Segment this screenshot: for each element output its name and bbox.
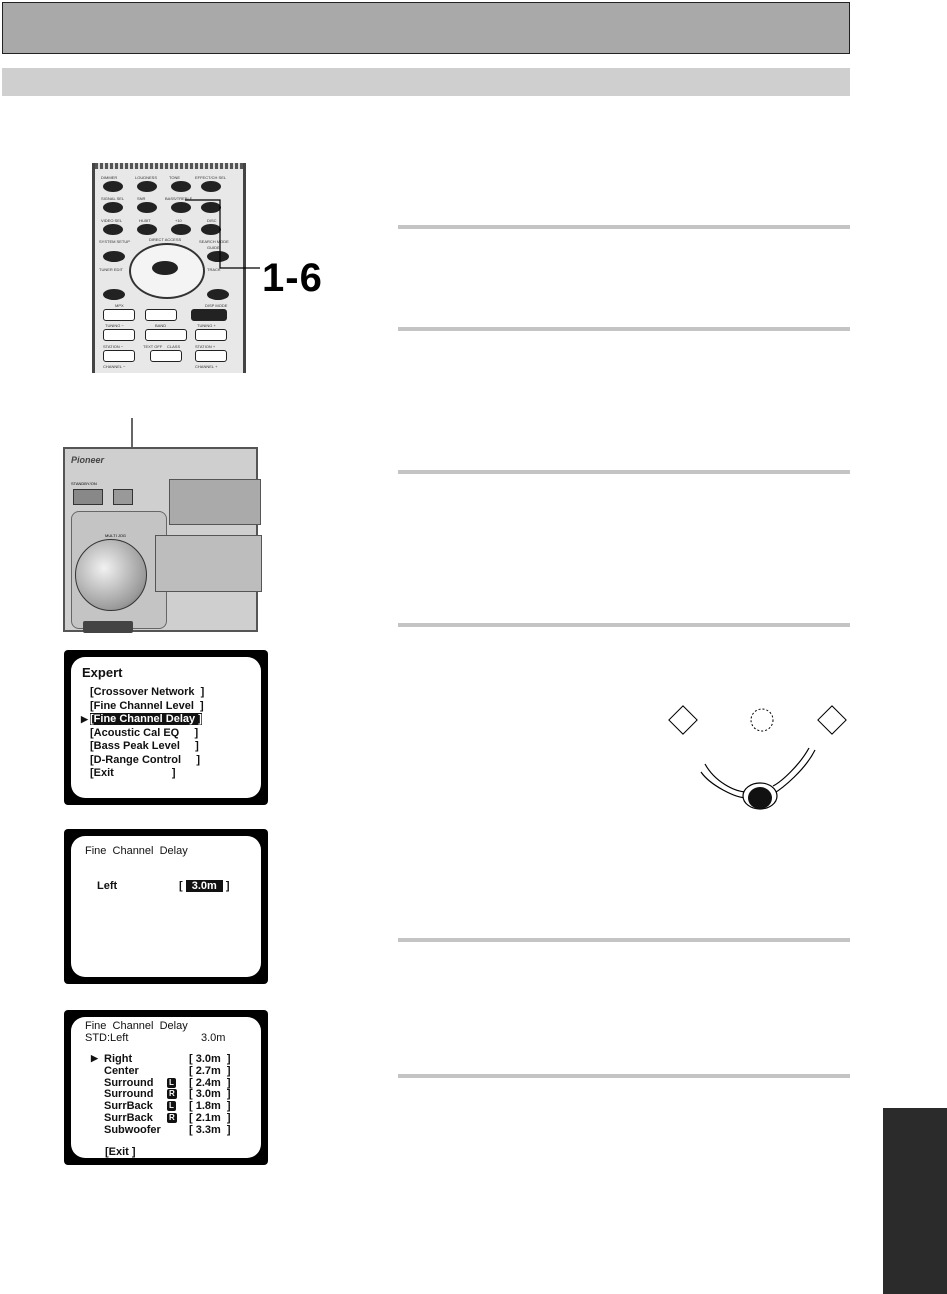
list-row-channel-tag: R (169, 1113, 175, 1122)
remote-label-disp-mode: DISP MODE (205, 303, 228, 308)
remote-prev-button (103, 350, 135, 362)
remote-menu-button (103, 251, 125, 262)
list-row-name[interactable]: SurrBack (104, 1112, 153, 1124)
remote-record-button (103, 309, 135, 321)
list-row-name[interactable]: Surround (104, 1076, 154, 1089)
remote-rewind-button (103, 329, 135, 341)
chapter-side-tab (883, 1108, 947, 1294)
receiver-multi-jog-knob (75, 539, 147, 611)
list-row-name[interactable]: Right (104, 1053, 133, 1065)
remote-play-button (145, 329, 187, 341)
remote-label-band: BAND (155, 323, 167, 328)
remote-label-bass-treble: BASS/TREBLE (165, 196, 193, 201)
remote-pause-button (145, 309, 177, 321)
receiver-brand-logo: Pioneer (71, 455, 105, 465)
remote-label-plus10: +10 (175, 218, 182, 223)
remote-label-disc: DISC (207, 218, 217, 223)
step-divider-3 (398, 470, 850, 474)
remote-label-snr: SNR (137, 196, 146, 201)
delay-screen-title: Fine Channel Delay (85, 845, 188, 857)
list-pointer-icon: ▶ (91, 1053, 98, 1063)
remote-label-tuning-plus: TUNING + (197, 323, 216, 328)
section-title-bar (2, 2, 850, 54)
list-screen-title: Fine Channel Delay (85, 1020, 188, 1032)
expert-menu-title: Expert (82, 665, 123, 680)
receiver-phones-button (113, 489, 133, 505)
callout-leader-lines (180, 190, 270, 300)
remote-dpad-enter (152, 261, 178, 275)
receiver-standby-label: STANDBY/ON (71, 481, 97, 486)
osd-screen-delay-list (64, 1010, 268, 1165)
remote-label-direct-access: DIRECT ACCESS (149, 237, 182, 242)
list-row-value[interactable]: [ 2.4m ] (189, 1076, 231, 1089)
step-divider-1 (398, 225, 850, 229)
center-speaker-icon (751, 709, 773, 731)
front-left-speaker-icon (669, 706, 697, 734)
remote-audio-button (103, 289, 125, 300)
remote-label-channel-minus: CHANNEL − (103, 364, 126, 369)
list-row-value[interactable]: [ 1.8m ] (189, 1100, 231, 1113)
step-divider-4 (398, 623, 850, 627)
remote-label-mpx: MPX (115, 303, 124, 308)
remote-label-class: CLASS (167, 344, 181, 349)
remote-label-video-sel: VIDEO SEL (101, 218, 123, 223)
expert-item-fine-delay[interactable] (90, 713, 202, 727)
list-row-value[interactable]: [ 2.1m ] (189, 1112, 231, 1124)
step-divider-5 (398, 938, 850, 942)
receiver-knob-label: MULTI JOG (105, 533, 127, 538)
expert-item-acoustic-eq[interactable]: [Acoustic Cal EQ ] (90, 726, 199, 739)
remote-label-effect: EFFECT/CH SEL (195, 175, 227, 180)
delay-value-field[interactable]: [ 3.0m ] (179, 880, 230, 892)
remote-label-signal-sel: SIGNAL SEL (101, 196, 125, 201)
receiver-front-panel-illustration (63, 447, 258, 632)
delay-channel-label: Left (97, 880, 118, 892)
list-row-value[interactable]: [ 2.7m ] (189, 1064, 231, 1077)
step-divider-2 (398, 327, 850, 331)
remote-button-9 (103, 224, 123, 235)
receiver-display-window (169, 479, 261, 525)
remote-label-track: TRACK (207, 267, 221, 272)
remote-button-0 (137, 224, 157, 235)
step-divider-6 (398, 1074, 850, 1078)
list-row-channel-tag: R (169, 1089, 175, 1099)
remote-label-station-plus: STATION + (195, 344, 216, 349)
receiver-standby-button (73, 489, 103, 505)
remote-label-system-setup: SYSTEM SETUP (99, 239, 130, 244)
list-row-name[interactable]: Center (104, 1064, 139, 1077)
expert-item-exit[interactable]: [Exit ] (90, 767, 176, 779)
remote-button-2 (137, 181, 157, 192)
list-row-value[interactable]: [ 3.3m ] (189, 1123, 231, 1136)
remote-label-tuning-minus: TUNING − (105, 323, 124, 328)
delay-value: 3.0m (186, 880, 223, 892)
list-row-name[interactable]: SurrBack (104, 1100, 153, 1113)
expert-item-fine-level[interactable]: [Fine Channel Level ] (90, 699, 204, 712)
remote-label-text-off: TEXT OFF (143, 344, 163, 349)
remote-button-1 (103, 181, 123, 192)
list-std-label: STD:Left (85, 1032, 129, 1044)
remote-label-guide: GUIDE (207, 245, 220, 250)
expert-item-bass-peak[interactable]: [Bass Peak Level ] (90, 740, 199, 752)
section-subtitle-bar (2, 68, 850, 96)
list-std-value: 3.0m (201, 1032, 226, 1044)
list-row-value[interactable]: [ 3.0m ] (189, 1088, 231, 1101)
osd-screen-expert (64, 650, 268, 805)
remote-label-loudness: LOUDNESS (135, 175, 158, 180)
osd-screen-delay-left (64, 829, 268, 984)
list-exit-item[interactable]: [Exit ] (105, 1146, 136, 1158)
remote-subtitle-button (191, 309, 227, 321)
remote-label-station-minus: STATION − (103, 344, 124, 349)
remote-forward-button (195, 329, 227, 341)
expert-item-fine-delay-text: [Fine Channel Delay ] (90, 713, 202, 725)
expert-item-crossover[interactable]: [Crossover Network ] (90, 686, 205, 698)
list-row-channel-tag: L (169, 1077, 174, 1087)
remote-label-hi-bit: HI-BIT (139, 218, 151, 223)
list-row-channel-tag: L (169, 1101, 174, 1111)
list-row-name[interactable]: Surround (104, 1088, 154, 1101)
front-right-speaker-icon (818, 706, 846, 734)
remote-next-button (195, 350, 227, 362)
listener-icon (701, 748, 815, 809)
list-row-value[interactable]: [ 3.0m ] (189, 1053, 231, 1065)
step-callout-label: 1-6 (262, 256, 323, 300)
remote-label-tone: TONE (169, 175, 181, 180)
remote-label-channel-plus: CHANNEL + (195, 364, 218, 369)
receiver-lower-panel (155, 535, 262, 592)
remote-stop-button (150, 350, 182, 362)
list-row-name[interactable]: Subwoofer (104, 1123, 161, 1136)
listening-position-diagram (665, 700, 855, 820)
remote-label-tuner-edit: TUNER EDIT (99, 267, 123, 272)
receiver-foot (83, 621, 133, 633)
remote-label-dimmer: DIMMER (101, 175, 118, 180)
expert-item-drange[interactable]: [D-Range Control ] (90, 753, 200, 766)
remote-button-5 (103, 202, 123, 213)
expert-pointer-icon: ▶ (81, 714, 88, 724)
remote-label-search-mode: SEARCH MODE (199, 239, 229, 244)
remote-button-6 (137, 202, 157, 213)
